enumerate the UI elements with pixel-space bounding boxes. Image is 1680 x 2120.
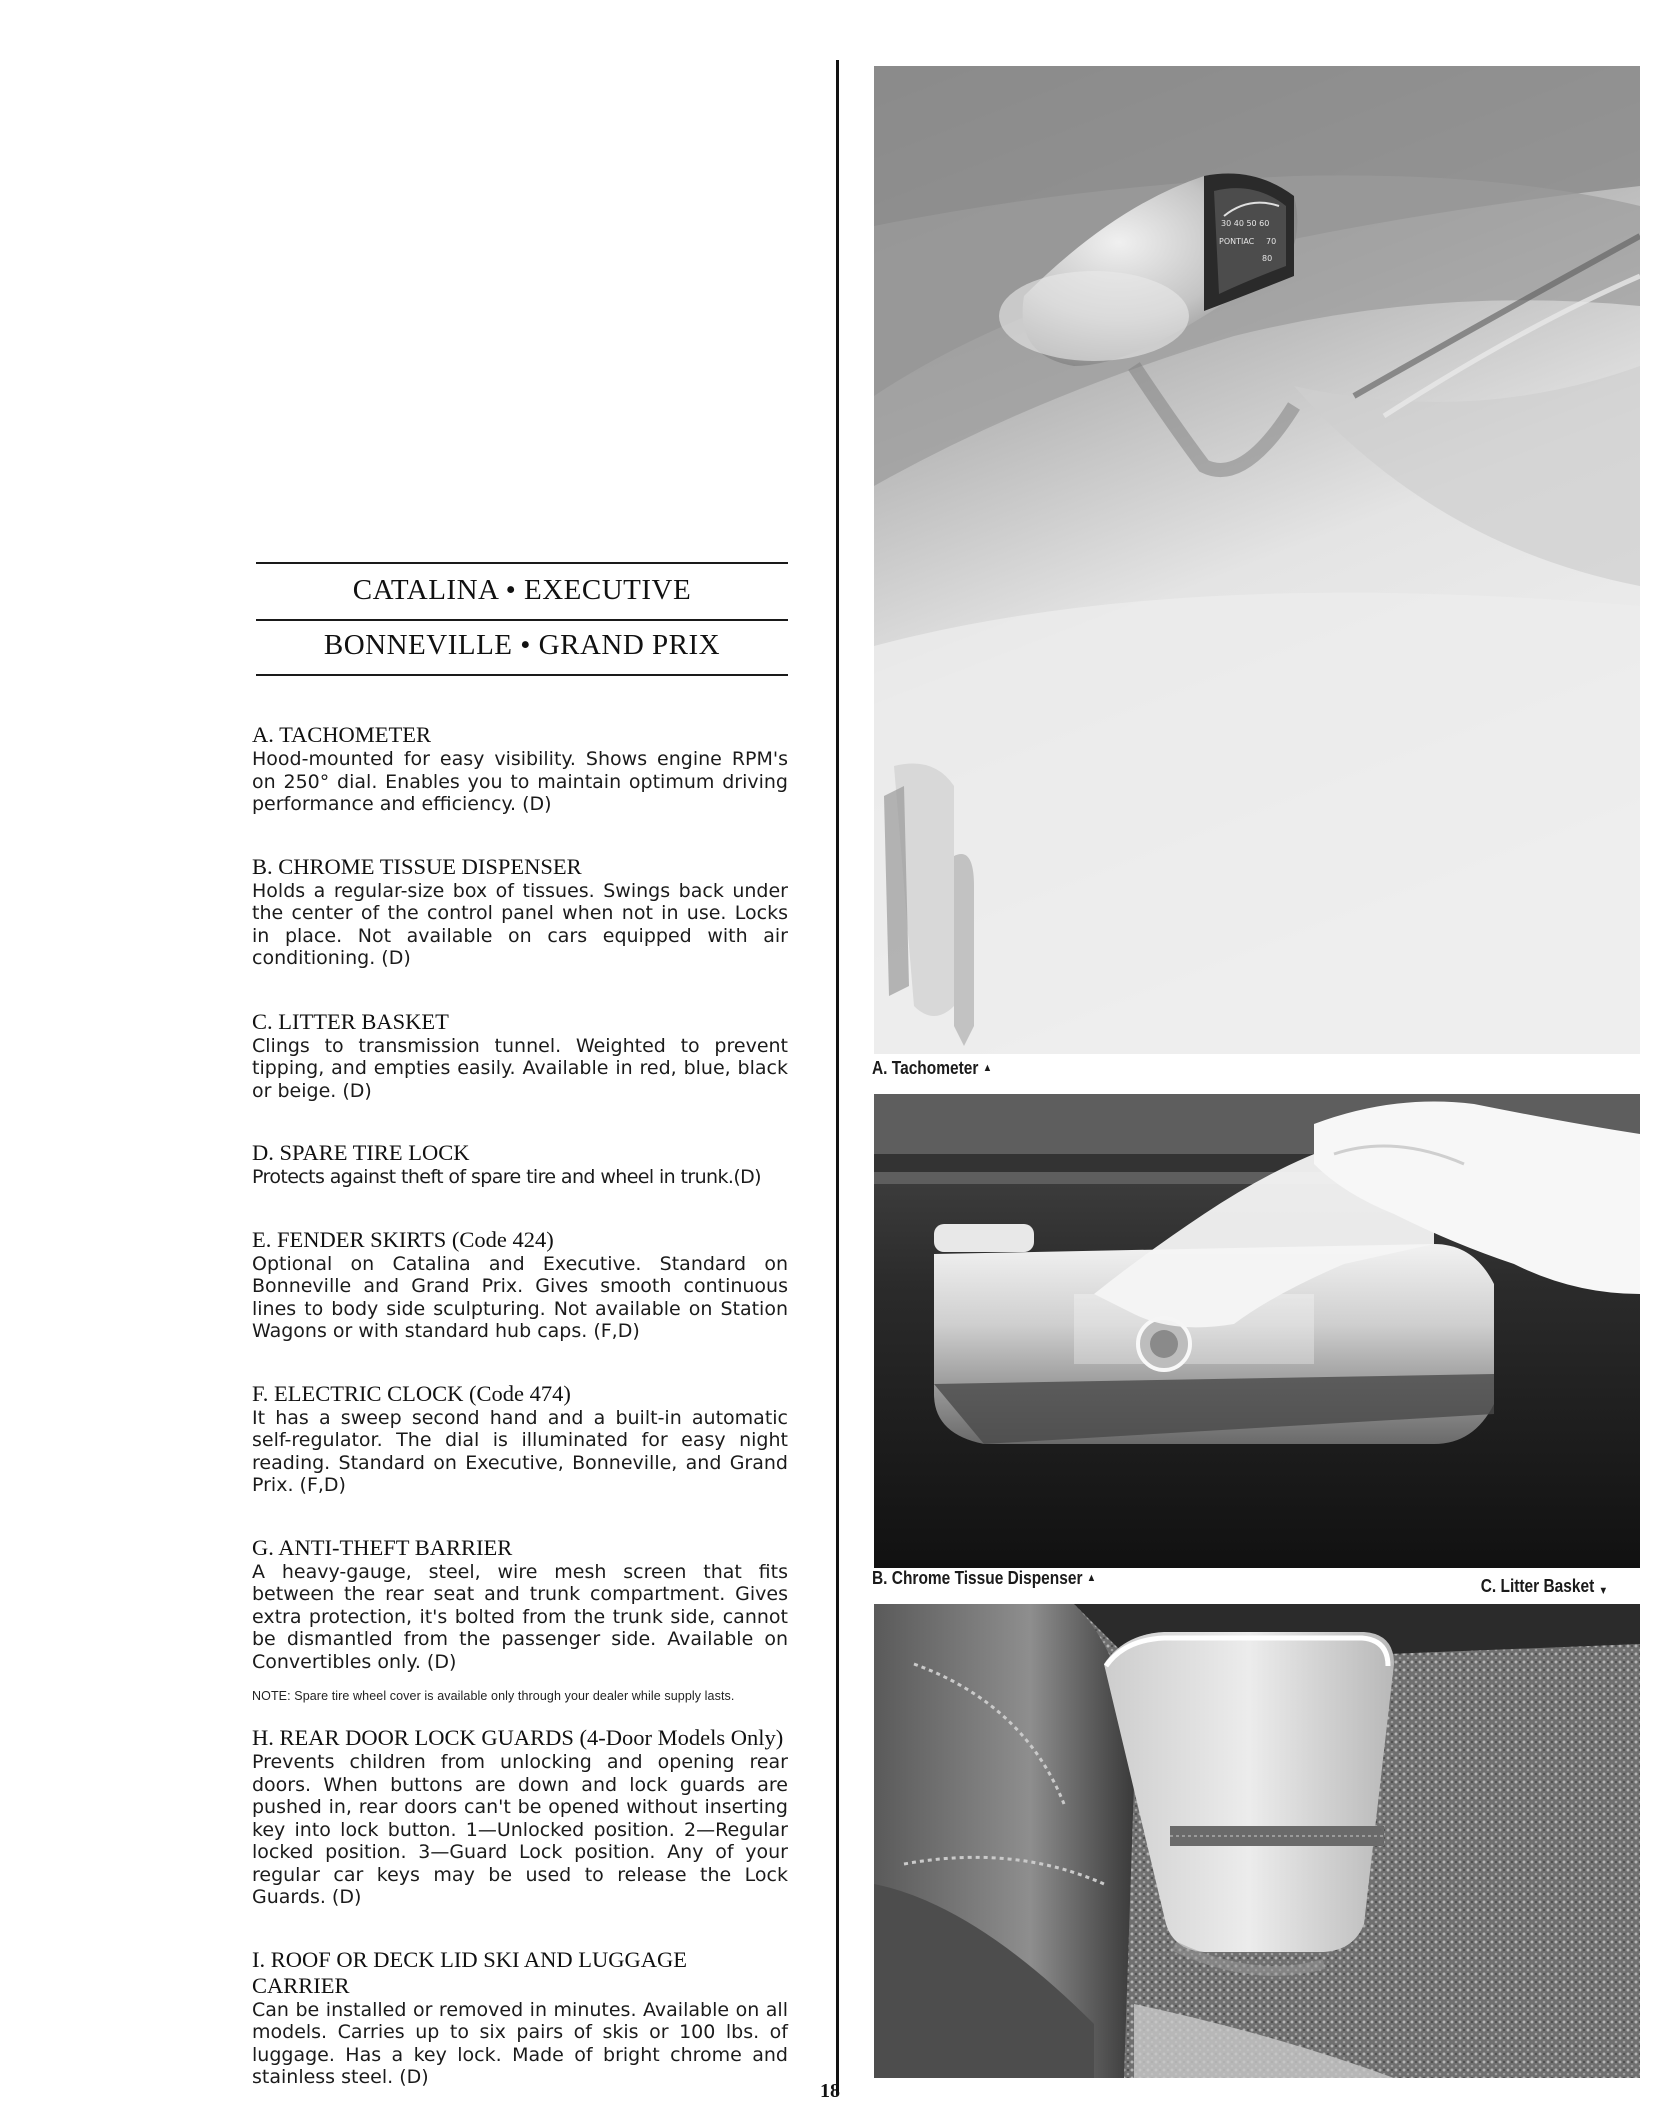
tach-dial-numbers: 70	[1266, 237, 1277, 246]
item-title: H. REAR DOOR LOCK GUARDS (4-Door Models Only)	[252, 1725, 784, 1750]
tach-dial-brand: PONTIAC	[1219, 237, 1255, 246]
item-g	[252, 1535, 788, 1674]
accessory-list	[252, 722, 788, 2089]
tissue-dispenser-photo	[874, 1094, 1640, 1568]
tach-dial-numbers: 80	[1262, 254, 1273, 263]
item-title: A. TACHOMETER	[252, 722, 432, 747]
item-body: It has a sweep second hand and a built-in automatic self-regulator. The dial is illuminated for easy night reading. Standard on Executive, Bonneville, and Grand Prix. (F,D)	[252, 1406, 788, 1496]
item-d	[252, 1140, 788, 1189]
item-body: A heavy-gauge, steel, wire mesh screen that fits between the rear seat and trunk compartment. Gives extra protection, it's bolted from the trunk side, cannot be dismantled from the passenger side. Available on Convertibles only. (D)	[252, 1560, 788, 1673]
caption-tissue-dispenser	[872, 1568, 1096, 1589]
up-triangle-icon: ▲	[1086, 1572, 1097, 1584]
litter-basket-illustration	[874, 1604, 1640, 2078]
item-title: B. CHROME TISSUE DISPENSER	[252, 853, 582, 879]
item-a	[252, 722, 788, 816]
up-triangle-icon: ▲	[982, 1062, 993, 1074]
item-body: Holds a regular-size box of tissues. Swings back under the center of the control panel when not in use. Locks in place. Not available on cars equipped with air conditioning. (D)	[252, 879, 788, 969]
item-body: Clings to transmission tunnel. Weighted to prevent tipping, and empties easily. Available in red, blue, black or beige. (D)	[252, 1034, 788, 1102]
item-i	[252, 1947, 788, 2089]
item-c	[252, 1009, 788, 1103]
item-title: I. ROOF OR DECK LID SKI AND LUGGAGE CARRIER	[252, 1946, 687, 1998]
item-title: E. FENDER SKIRTS (Code 424)	[252, 1226, 554, 1252]
caption-text: B. Chrome Tissue Dispenser	[872, 1568, 1083, 1588]
caption-litter-basket	[1481, 1576, 1608, 1597]
litter-basket-photo	[874, 1604, 1640, 2078]
header-line-2: BONNEVILLE • GRAND PRIX	[323, 629, 721, 661]
tachometer-photo	[874, 66, 1640, 1054]
item-body: Hood-mounted for easy visibility. Shows engine RPM's on 250° dial. Enables you to maintain optimum driving performance and efficiency. (D)	[252, 748, 788, 815]
item-body: Prevents children from unlocking and opening rear doors. When buttons are down and lock guards are pushed in, rear doors can't be opened without inserting key into lock button. 1—Unlocked position. 2—Regular locked position. 3—Guard Lock position. Any of your regular car keys may be used to release the Lock Guards. (D)	[252, 1751, 788, 1908]
header-rule-top	[256, 562, 788, 564]
item-body: Optional on Catalina and Executive. Standard on Bonneville and Grand Prix. Gives smooth continuous lines to body side sculpturing. Not available on Station Wagons or with standard hub caps. (F,D)	[252, 1252, 788, 1342]
spare-tire-note: NOTE: Spare tire wheel cover is available only through your dealer while supply lasts.	[252, 1689, 735, 1703]
down-triangle-icon: ▼	[1598, 1585, 1608, 1597]
tachometer-illustration	[874, 66, 1640, 1054]
item-h	[252, 1725, 788, 1909]
item-b	[252, 854, 788, 970]
header-rule-middle	[256, 619, 788, 621]
item-body: Protects against theft of spare tire and wheel in trunk.(D)	[252, 1166, 761, 1188]
item-f	[252, 1381, 788, 1497]
caption-text: C. Litter Basket	[1480, 1576, 1595, 1596]
item-e	[252, 1227, 788, 1343]
caption-text: A. Tachometer	[872, 1058, 979, 1078]
header-rule-bottom	[256, 674, 788, 676]
header-line-1: CATALINA • EXECUTIVE	[352, 574, 692, 606]
item-title: D. SPARE TIRE LOCK	[252, 1140, 470, 1165]
item-body: Can be installed or removed in minutes. Available on all models. Carries up to six pairs of skis or 100 lbs. of luggage. Has a key lock. Made of bright chrome and stainless steel. (D)	[252, 1998, 788, 2088]
column-divider	[836, 60, 839, 2095]
item-title: G. ANTI-THEFT BARRIER	[252, 1534, 513, 1560]
item-title: C. LITTER BASKET	[252, 1008, 449, 1034]
tach-dial-numbers: 30 40 50 60	[1221, 219, 1270, 228]
item-title: F. ELECTRIC CLOCK (Code 474)	[252, 1380, 571, 1406]
page-number: 18	[820, 2080, 840, 2102]
tissue-dispenser-illustration	[874, 1094, 1640, 1568]
caption-tachometer	[872, 1058, 992, 1079]
